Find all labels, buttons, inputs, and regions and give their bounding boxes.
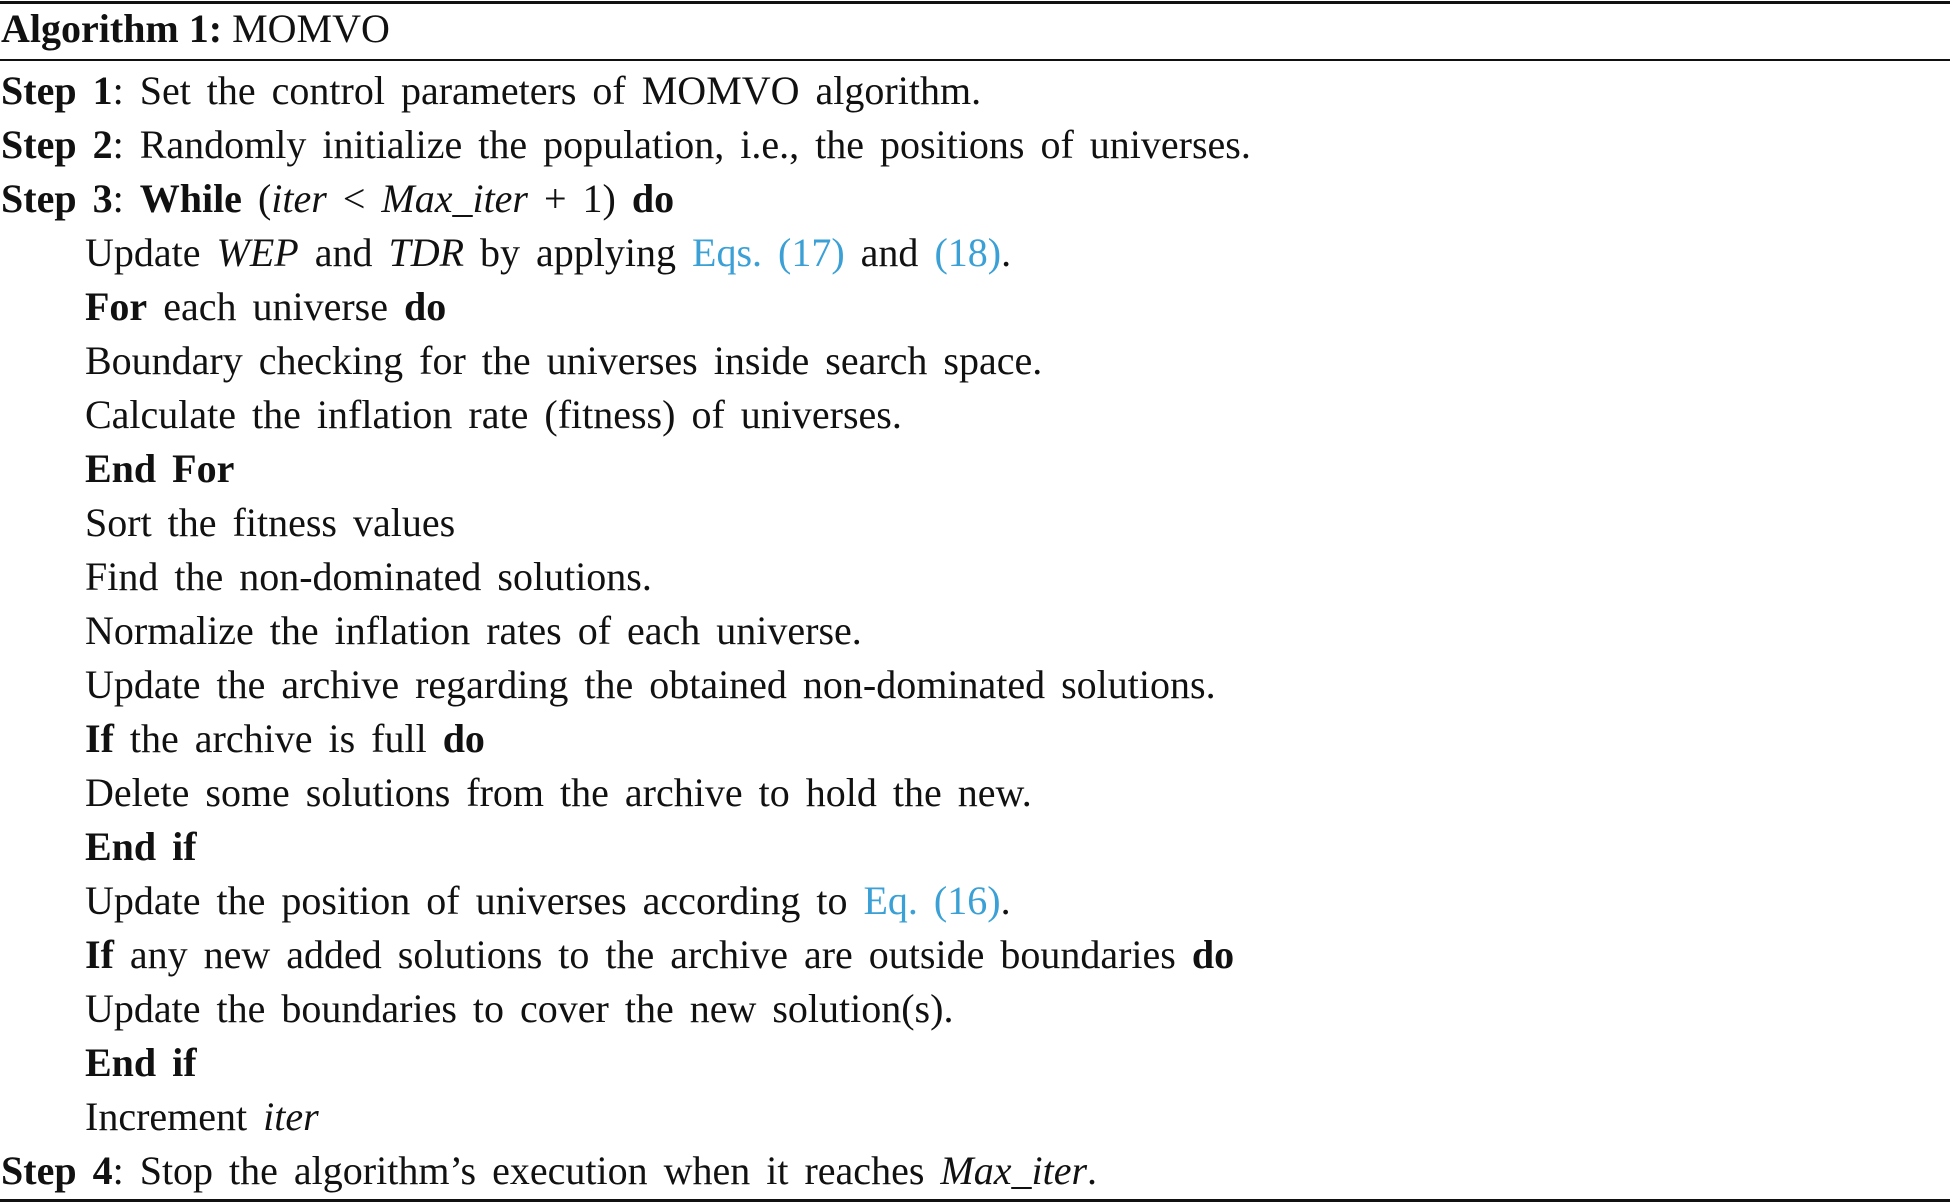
if-keyword: If (85, 932, 114, 977)
boundary-checking-line: Boundary checking for the universes inside search space. (85, 338, 1043, 383)
for-keyword: For (85, 284, 148, 329)
algorithm-name: MOMVO (232, 6, 390, 51)
end-if-keyword: End if (85, 824, 197, 869)
find-non-dominated-line: Find the non-dominated solutions. (85, 554, 652, 599)
end-if-keyword: End if (85, 1040, 197, 1085)
line-text: each universe (147, 284, 404, 329)
do-keyword: do (1191, 932, 1235, 977)
end-if-line (0, 1036, 1950, 1090)
wep-variable: WEP (216, 230, 299, 275)
bottom-rule (0, 1199, 1950, 1202)
eqs-17-link[interactable]: Eqs. (17) (692, 230, 845, 275)
line-text: . (1000, 878, 1011, 923)
max-iter-variable: Max_iter (940, 1148, 1088, 1193)
algorithm-title (1, 0, 390, 56)
increment-iter-line (0, 1090, 1950, 1144)
algorithm-body (0, 64, 1950, 1198)
update-position-line (0, 874, 1950, 928)
line-text: Increment (85, 1094, 264, 1139)
tdr-variable: TDR (388, 230, 465, 275)
end-for-keyword: End For (85, 446, 235, 491)
sort-fitness-line: Sort the fitness values (85, 500, 456, 545)
line-text: by applying (464, 230, 693, 275)
step-2-text: : Randomly initialize the population, i.e., the positions of universes. (112, 122, 1251, 167)
end-for-line (0, 442, 1950, 496)
step-3-label: Step 3 (1, 176, 113, 221)
line-text: and (298, 230, 389, 275)
step-3-sep: : (112, 176, 140, 221)
line-text: Update the position of universes according to (85, 878, 864, 923)
line-text: the archive is full (113, 716, 443, 761)
step-1-label: Step 1 (1, 68, 113, 113)
step-4-label: Step 4 (1, 1148, 113, 1193)
if-outside-boundaries-line (0, 928, 1950, 982)
while-open: ( (241, 176, 272, 221)
eq-18-link[interactable]: (18) (934, 230, 1002, 275)
step-4-line (0, 1144, 1950, 1198)
calculate-inflation-line: Calculate the inflation rate (fitness) of universes. (85, 392, 902, 437)
while-keyword: While (139, 176, 242, 221)
update-archive-line: Update the archive regarding the obtained non-dominated solutions. (85, 662, 1216, 707)
eq-16-link[interactable]: Eq. (16) (863, 878, 1001, 923)
iter-variable: iter (271, 176, 327, 221)
if-archive-full-line (0, 712, 1950, 766)
header-rule (0, 59, 1950, 61)
line-text: : Stop the algorithm’s execution when it reaches (112, 1148, 941, 1193)
iter-variable: iter (263, 1094, 319, 1139)
update-wep-tdr-line (0, 226, 1950, 280)
do-keyword: do (442, 716, 485, 761)
algorithm-label: Algorithm 1: (1, 6, 223, 51)
line-text: . (1087, 1148, 1098, 1193)
do-keyword: do (631, 176, 675, 221)
line-text: Update (85, 230, 217, 275)
delete-solutions-line: Delete some solutions from the archive to hold the new. (85, 770, 1032, 815)
step-2-line (0, 118, 1950, 172)
while-tail: + 1) (528, 176, 632, 221)
step-1-line (0, 64, 1950, 118)
end-if-line (0, 820, 1950, 874)
do-keyword: do (403, 284, 447, 329)
update-boundaries-line: Update the boundaries to cover the new solution(s). (85, 986, 954, 1031)
step-2-label: Step 2 (1, 122, 113, 167)
if-keyword: If (85, 716, 114, 761)
for-each-universe-line (0, 280, 1950, 334)
line-text: any new added solutions to the archive are outside boundaries (113, 932, 1192, 977)
normalize-inflation-line: Normalize the inflation rates of each universe. (85, 608, 862, 653)
step-1-text: : Set the control parameters of MOMVO algorithm. (112, 68, 982, 113)
less-than-operator: < (326, 176, 382, 221)
line-text: . (1001, 230, 1012, 275)
max-iter-variable: Max_iter (381, 176, 528, 221)
step-3-line (0, 172, 1950, 226)
line-text: and (844, 230, 935, 275)
